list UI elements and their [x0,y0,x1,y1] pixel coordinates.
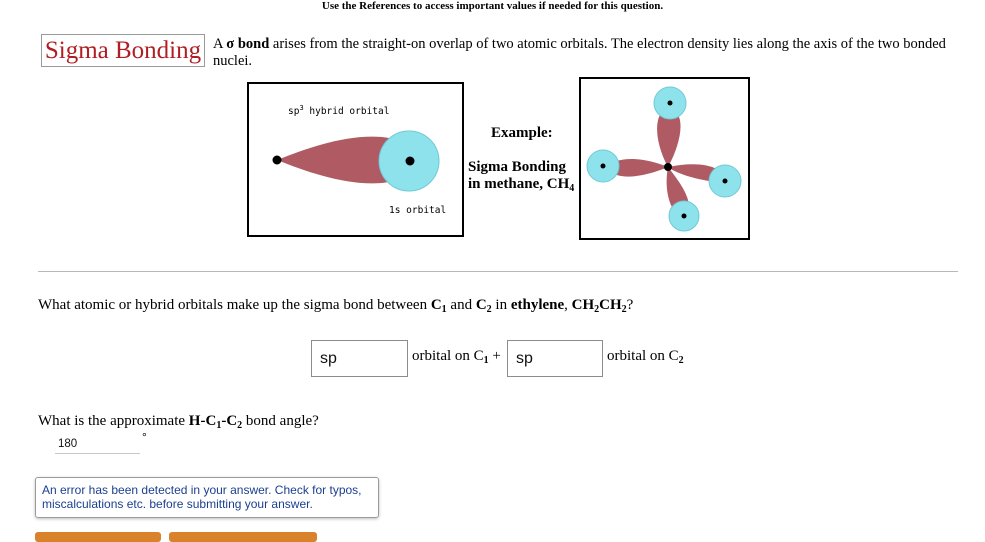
example-label: Example: [491,125,553,141]
intro-bold-word: bond [237,36,270,52]
sigma-symbol: σ [226,36,235,52]
methane-illustration [579,77,750,240]
orbital-c1-input[interactable] [311,340,408,377]
carbon-nucleus [273,156,282,165]
orbital-c1-label: orbital on $C_1$ + [412,348,501,366]
question-orbitals: What atomic or hybrid orbitals make up the sigma bond between $C_1$ and $C_2$ in ethylene, $CH_2CH_2$? [38,297,634,315]
references-notice: Use the References to access important values if needed for this question. [321,0,664,12]
bond-angle-input[interactable] [55,434,140,454]
hydrogen-nucleus [406,157,415,166]
1s-orbital-label: 1s orbital [389,205,447,216]
methane-caption: Sigma Bonding in methane, $CH_4$ [468,159,575,194]
orbital-c2-input[interactable] [507,340,603,377]
orbital-c2-label: orbital on $C_2$ [607,348,684,366]
error-message: An error has been detected in your answer. Check for typos, miscalculations etc. before submitting your answer. [35,477,379,518]
intro-paragraph [213,36,953,70]
carbon-nucleus [664,163,672,171]
degree-unit: ° [142,430,147,444]
submit-answer-button[interactable] [35,532,161,542]
sp3-orbital-label: $sp^3$ hybrid orbital [288,104,390,118]
intro-rest: arises from the straight-on overlap of two atomic orbitals. The electron density lies along the axis of the two bonded nuclei. [213,36,946,69]
section-title: Sigma Bonding [41,34,205,67]
intro-lead: A [213,36,227,52]
question-bond-angle: What is the approximate $H-C_1-C_2$ bond angle? [38,413,319,431]
section-divider [38,271,958,272]
try-another-version-button[interactable] [169,532,317,542]
